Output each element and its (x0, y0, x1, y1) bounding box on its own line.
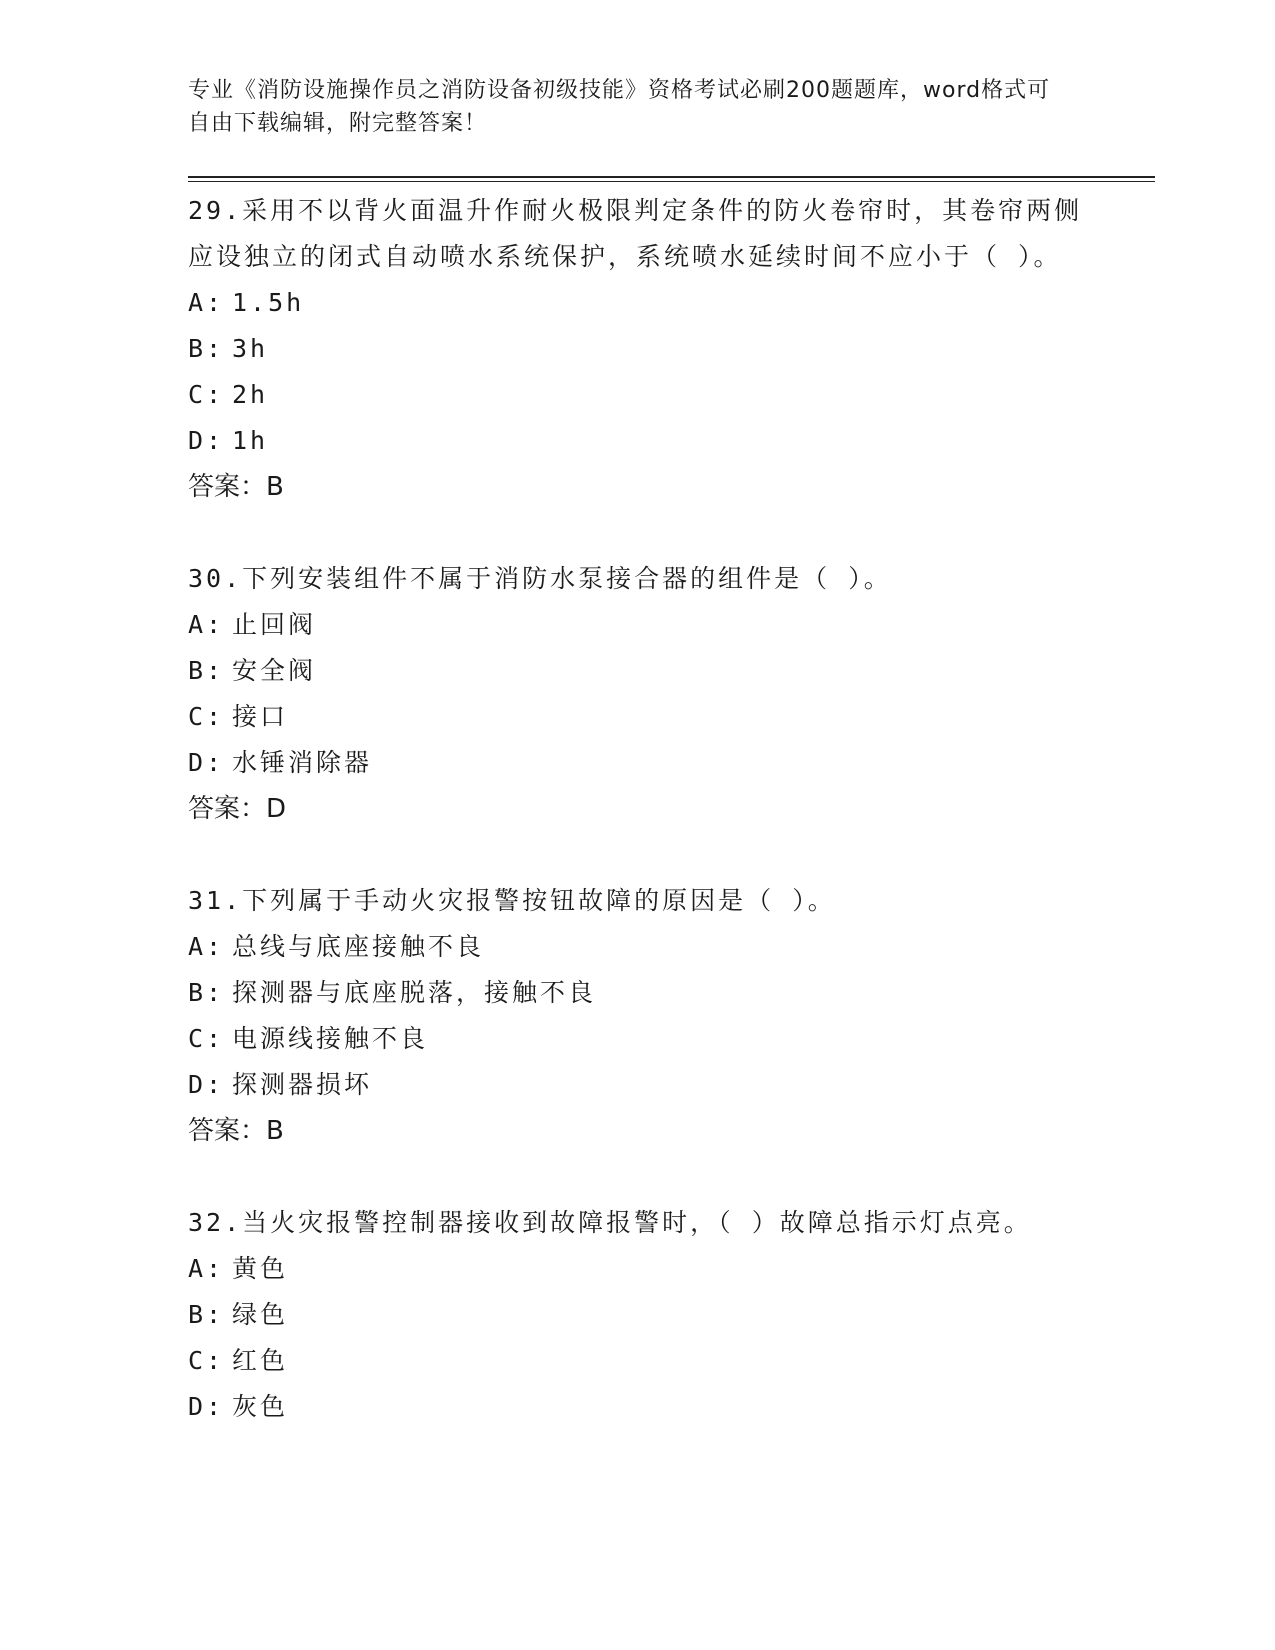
option-text: 1.5h (232, 288, 305, 317)
question-29 (188, 188, 1088, 510)
option-key: A: (188, 610, 225, 639)
option-d (188, 740, 1088, 786)
option-key: D: (188, 748, 225, 777)
option-text: 止回阀 (232, 610, 317, 639)
option-text: 总线与底座接触不良 (232, 932, 485, 961)
option-b (188, 1292, 1088, 1338)
option-b (188, 970, 1088, 1016)
option-a (188, 924, 1088, 970)
option-text: 红色 (232, 1346, 289, 1375)
option-key: B: (188, 334, 225, 363)
option-key: D: (188, 426, 225, 455)
option-text: 3h (232, 334, 269, 363)
header-divider-thick (188, 176, 1155, 178)
option-d (188, 1062, 1088, 1108)
option-key: D: (188, 1070, 225, 1099)
option-b (188, 648, 1088, 694)
header-divider-thin (188, 181, 1155, 182)
answer-line: 答案：B (188, 472, 284, 502)
option-key: A: (188, 1254, 225, 1283)
option-key: C: (188, 702, 225, 731)
question-stem: 29.采用不以背火面温升作耐火极限判定条件的防火卷帘时，其卷帘两侧应设独立的闭式自动喷水系统保护，系统喷水延续时间不应小于（ ）。 (188, 196, 1083, 271)
option-key: B: (188, 978, 225, 1007)
question-32 (188, 1200, 1088, 1430)
option-a (188, 280, 1088, 326)
option-d (188, 1384, 1088, 1430)
option-text: 接口 (232, 702, 289, 731)
option-key: B: (188, 656, 225, 685)
option-text: 水锤消除器 (232, 748, 373, 777)
question-31 (188, 878, 1088, 1154)
option-text: 探测器与底座脱落，接触不良 (232, 978, 597, 1007)
question-stem: 30.下列安装组件不属于消防水泵接合器的组件是（ ）。 (188, 564, 892, 593)
option-c (188, 1338, 1088, 1384)
option-b (188, 326, 1088, 372)
document-header: 专业《消防设施操作员之消防设备初级技能》资格考试必刷200题题库，word格式可自由下载编辑，附完整答案！ (188, 78, 1051, 136)
option-text: 探测器损坏 (232, 1070, 373, 1099)
option-a (188, 1246, 1088, 1292)
option-d (188, 418, 1088, 464)
option-key: A: (188, 288, 225, 317)
option-text: 绿色 (232, 1300, 289, 1329)
option-key: B: (188, 1300, 225, 1329)
question-stem: 31.下列属于手动火灾报警按钮故障的原因是（ ）。 (188, 886, 836, 915)
answer-line: 答案：D (188, 794, 287, 824)
option-c (188, 372, 1088, 418)
option-key: A: (188, 932, 225, 961)
option-text: 电源线接触不良 (232, 1024, 429, 1053)
option-text: 2h (232, 380, 269, 409)
option-text: 黄色 (232, 1254, 289, 1283)
option-key: C: (188, 380, 225, 409)
question-list (188, 188, 1088, 1476)
option-a (188, 602, 1088, 648)
question-30 (188, 556, 1088, 832)
option-c (188, 1016, 1088, 1062)
option-text: 1h (232, 426, 269, 455)
question-stem: 32.当火灾报警控制器接收到故障报警时，（ ）故障总指示灯点亮。 (188, 1208, 1032, 1237)
option-key: D: (188, 1392, 225, 1421)
option-key: C: (188, 1024, 225, 1053)
answer-line: 答案：B (188, 1116, 284, 1146)
option-c (188, 694, 1088, 740)
option-text: 安全阀 (232, 656, 317, 685)
option-key: C: (188, 1346, 225, 1375)
option-text: 灰色 (232, 1392, 289, 1421)
